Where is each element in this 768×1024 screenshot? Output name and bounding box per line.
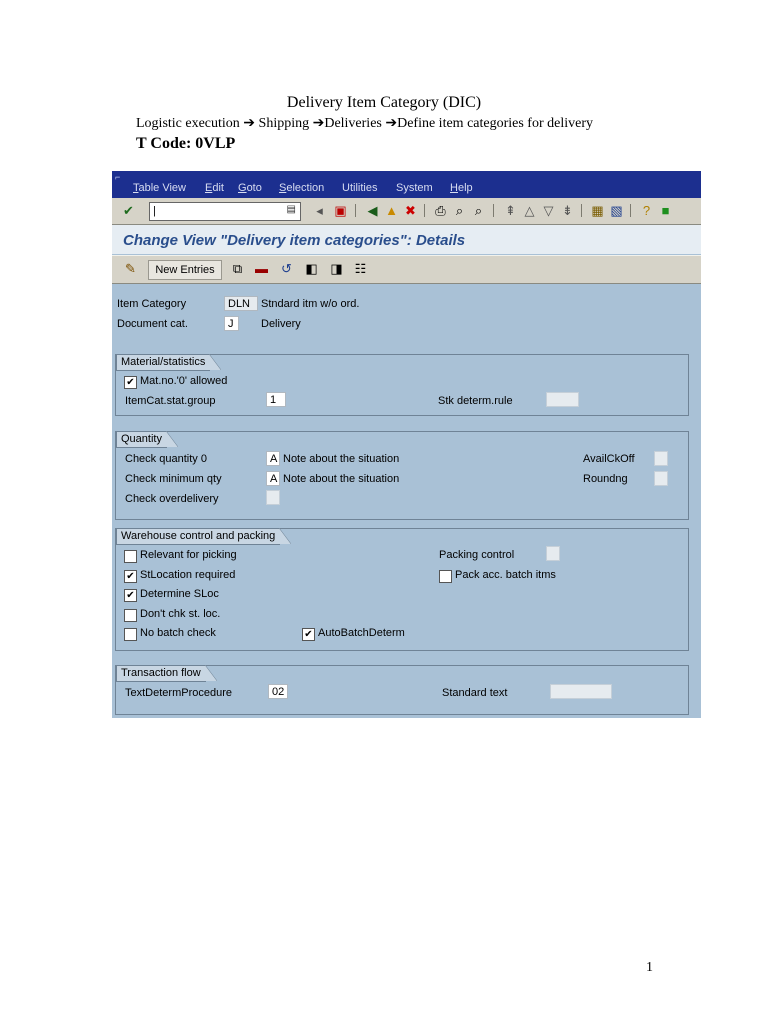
document-title: Delivery Item Category (DIC) xyxy=(286,94,482,111)
previous-entry-icon[interactable]: ◧ xyxy=(305,261,318,276)
pack-batch-checkbox[interactable] xyxy=(439,570,452,583)
autobatch-label: AutoBatchDeterm xyxy=(318,627,405,639)
menu-label: election xyxy=(286,182,325,194)
page-number: 1 xyxy=(646,960,653,975)
new-entries-button[interactable]: New Entries xyxy=(148,260,222,280)
group-title: Warehouse control and packing xyxy=(116,528,280,545)
next-entry-icon[interactable]: ◨ xyxy=(330,261,343,276)
pack-batch-label: Pack acc. batch itms xyxy=(455,569,556,581)
stat-group-label: ItemCat.stat.group xyxy=(125,395,216,407)
print-icon[interactable]: ⎙ xyxy=(435,203,446,218)
document-cat-label: Document cat. xyxy=(117,318,188,330)
dont-chk-checkbox[interactable] xyxy=(124,609,137,622)
roundng-field[interactable] xyxy=(654,471,668,486)
undo-change-icon[interactable]: ↺ xyxy=(281,261,292,276)
packing-control-field[interactable] xyxy=(546,546,560,561)
no-batch-checkbox[interactable] xyxy=(124,628,137,641)
next-page-icon[interactable]: ▽ xyxy=(543,203,554,218)
cancel-icon[interactable]: ✖ xyxy=(405,203,416,218)
item-category-field: DLN xyxy=(224,296,258,311)
transaction-code: T Code: 0VLP xyxy=(136,135,236,152)
transaction-flow-group xyxy=(115,665,689,715)
determine-sloc-label: Determine SLoc xyxy=(140,588,219,600)
group-title: Quantity xyxy=(116,431,167,448)
first-page-icon[interactable]: ⇞ xyxy=(505,203,516,218)
window-menu-icon[interactable]: ⌐ xyxy=(115,172,121,182)
determine-sloc-checkbox[interactable]: ✔ xyxy=(124,589,137,602)
document-cat-text: Delivery xyxy=(261,318,301,330)
check-min-field[interactable]: A xyxy=(266,471,280,486)
back-icon[interactable]: ◀ xyxy=(367,203,378,218)
item-category-text: Stndard itm w/o ord. xyxy=(261,298,360,310)
autobatch-checkbox[interactable]: ✔ xyxy=(302,628,315,641)
copy-as-icon[interactable]: ⧉ xyxy=(232,261,243,276)
delete-icon[interactable]: ▬ xyxy=(255,261,268,276)
collapse-icon[interactable]: ◂ xyxy=(316,203,323,218)
save-icon[interactable]: ▣ xyxy=(334,203,347,218)
menu-system[interactable]: System xyxy=(396,182,433,194)
text-determ-label: TextDetermProcedure xyxy=(125,687,232,699)
stlocation-required-checkbox[interactable]: ✔ xyxy=(124,570,137,583)
standard-text-label: Standard text xyxy=(442,687,508,699)
last-page-icon[interactable]: ⇟ xyxy=(562,203,573,218)
create-session-icon[interactable]: ▦ xyxy=(591,203,604,218)
history-dropdown-icon[interactable]: ▤ xyxy=(286,204,296,215)
availckoff-label: AvailCkOff xyxy=(583,453,635,465)
dont-chk-label: Don't chk st. loc. xyxy=(140,608,221,620)
no-batch-label: No batch check xyxy=(140,627,216,639)
mat-no-allowed-label: Mat.no.'0' allowed xyxy=(140,375,228,387)
roundng-label: Roundng xyxy=(583,473,628,485)
item-category-label: Item Category xyxy=(117,298,187,310)
quantity-group xyxy=(115,431,689,520)
menu-label: oto xyxy=(246,182,262,194)
application-toolbar xyxy=(112,255,701,284)
text-determ-field[interactable]: 02 xyxy=(268,684,288,699)
menu-utilities[interactable]: Utilities xyxy=(342,182,378,194)
stlocation-required-label: StLocation required xyxy=(140,569,236,581)
relevant-picking-checkbox[interactable] xyxy=(124,550,137,563)
stat-group-field[interactable]: 1 xyxy=(266,392,286,407)
mat-no-allowed-checkbox[interactable]: ✔ xyxy=(124,376,137,389)
check-over-field[interactable] xyxy=(266,490,280,505)
document-cat-field[interactable]: J xyxy=(224,316,239,331)
menu-label: able View xyxy=(138,182,186,194)
navigation-path: Logistic execution ➔ Shipping ➔Deliveries ➔Define item categories for delivery xyxy=(136,116,594,131)
check-min-text: Note about the situation xyxy=(283,473,400,485)
group-title: Material/statistics xyxy=(116,354,210,371)
help-icon[interactable]: ? xyxy=(642,203,651,218)
command-input[interactable] xyxy=(150,203,276,218)
command-field[interactable] xyxy=(149,202,301,221)
layout-icon[interactable]: ■ xyxy=(661,203,670,218)
check-min-label: Check minimum qty xyxy=(125,473,222,485)
availckoff-field[interactable] xyxy=(654,451,668,466)
material-statistics-group xyxy=(115,354,689,416)
stk-determ-field[interactable] xyxy=(546,392,579,407)
exit-icon[interactable]: ▲ xyxy=(385,203,398,218)
previous-page-icon[interactable]: △ xyxy=(524,203,535,218)
screen-title: Change View "Delivery item categories": Details xyxy=(123,232,466,249)
menu-edit[interactable]: Edit xyxy=(205,182,224,194)
menu-label: elp xyxy=(457,182,473,194)
standard-toolbar xyxy=(112,198,701,225)
sap-window xyxy=(112,171,701,718)
menu-table-view[interactable]: Table View xyxy=(133,182,186,194)
find-icon[interactable]: ⌕ xyxy=(455,203,464,218)
menu-help[interactable]: Help xyxy=(450,182,473,194)
check-quantity-text: Note about the situation xyxy=(283,453,400,465)
warehouse-group xyxy=(115,528,689,651)
enter-icon[interactable]: ✔ xyxy=(123,203,134,218)
group-title: Transaction flow xyxy=(116,665,206,682)
menu-selection[interactable]: Selection xyxy=(279,182,325,194)
shortcut-icon[interactable]: ▧ xyxy=(610,203,623,218)
display-change-icon[interactable]: ✎ xyxy=(125,261,136,276)
stk-determ-label: Stk determ.rule xyxy=(438,395,513,407)
relevant-picking-label: Relevant for picking xyxy=(140,549,237,561)
menu-goto[interactable]: Goto xyxy=(238,182,262,194)
standard-text-field[interactable] xyxy=(550,684,612,699)
find-next-icon[interactable]: ⌕ xyxy=(474,203,483,218)
check-over-label: Check overdelivery xyxy=(125,493,219,505)
select-all-icon[interactable]: ☷ xyxy=(354,261,367,276)
check-quantity-label: Check quantity 0 xyxy=(125,453,207,465)
menu-bar xyxy=(112,171,701,198)
packing-control-label: Packing control xyxy=(439,549,515,561)
screen-title-bar xyxy=(112,225,701,254)
check-quantity-field[interactable]: A xyxy=(266,451,280,466)
menu-label: dit xyxy=(212,182,224,194)
